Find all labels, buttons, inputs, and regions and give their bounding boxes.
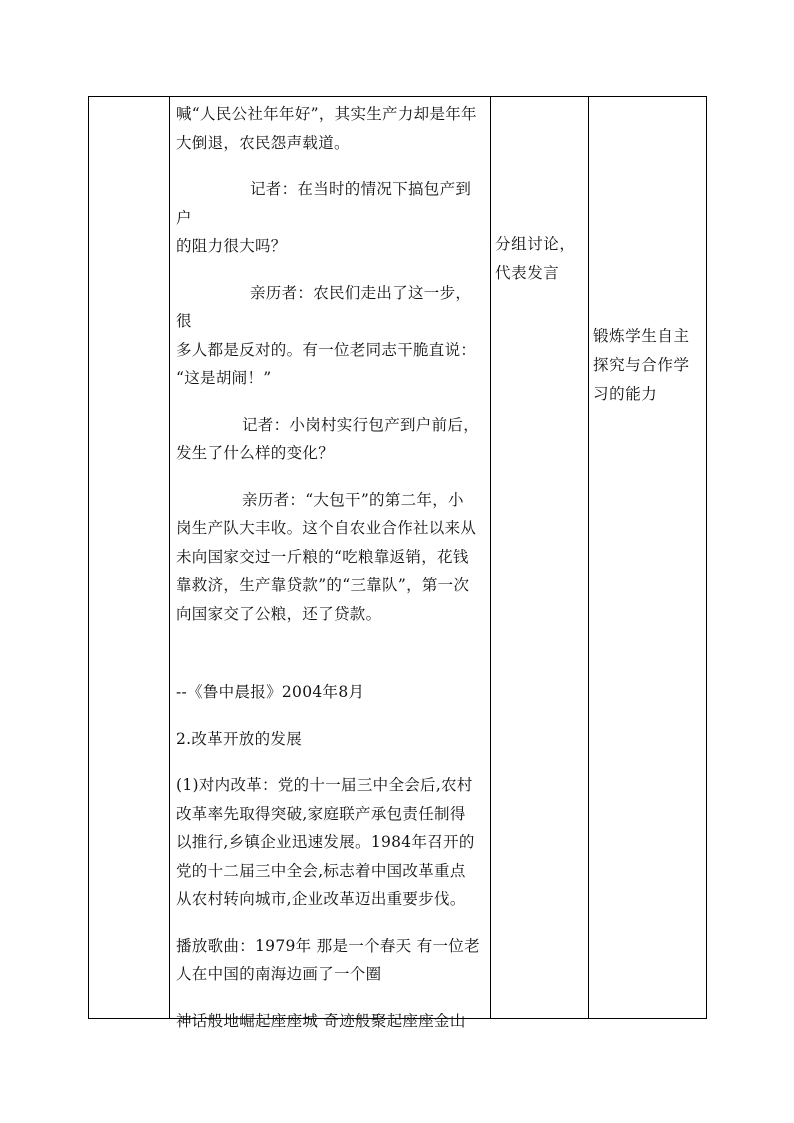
text-line: 锻炼学生自主: [593, 327, 690, 345]
paragraph: [176, 279, 484, 393]
text-line: 党的十二届三中全会,标志着中国改革重点: [176, 861, 466, 880]
text-line: 喊“人民公社年年好”，其实生产力却是年年: [176, 105, 477, 123]
student-activity-cell: [490, 97, 588, 1018]
paragraph: [176, 486, 484, 629]
student-activity-text: [495, 230, 584, 288]
text-line: 的阻力很大吗？: [176, 237, 287, 255]
text-line: 亲历者：“大包干”的第二年，小: [242, 490, 464, 509]
text-line: (1)对内改革：党的十一届三中全会后,农村: [176, 776, 473, 794]
text-line: 代表发言: [495, 264, 560, 282]
text-line: 播放歌曲：1979年 那是一个春天 有一位老: [176, 936, 480, 955]
paragraph: [176, 175, 484, 261]
text-line: 探究与合作学: [593, 356, 690, 374]
text-line: 发生了什么样的变化？: [176, 444, 335, 462]
text-line: 向国家交了公粮，还了贷款。: [176, 604, 382, 623]
paragraph: [176, 932, 484, 989]
text-line: 人在中国的南海边画了一个圈: [176, 965, 382, 983]
text-line: 改革率先取得突破,家庭联产承包责任制得: [176, 804, 466, 823]
lesson-table: [88, 96, 707, 1030]
text-line: 记者：小岗村实行包产到户前后，: [242, 415, 480, 434]
text-line: 岗生产队大丰收。这个自农业合作社以来从: [176, 519, 477, 537]
text-line: 分组讨论，: [495, 235, 576, 253]
stage-cell: [89, 97, 169, 1018]
text-line: 靠救济，生产靠贷款”的“三靠队”，第一次: [176, 576, 470, 594]
paragraph: [176, 1007, 484, 1036]
text-line: 2.改革开放的发展: [176, 729, 302, 748]
text-line: 大倒退，农民怨声载道。: [176, 133, 350, 152]
design-intent-cell: [588, 97, 708, 1018]
text-line: 神话般地崛起座座城 奇迹般聚起座座金山: [176, 1011, 466, 1030]
paragraph: [176, 100, 484, 157]
text-line: 以推行,乡镇企业迅速发展。1984年召开的: [176, 833, 475, 851]
text-line: --《鲁中晨报》2004年8月: [176, 683, 365, 701]
design-intent-text: [593, 322, 704, 409]
paragraph: [176, 411, 484, 468]
text-line: 多人都是反对的。有一位老同志干脆直说：: [176, 340, 477, 359]
teaching-content-cell: [169, 97, 490, 1030]
text-line: “这是胡闹！”: [176, 369, 272, 387]
section-heading: [176, 725, 484, 754]
text-line: 亲历者：农民们走出了这一步，很: [176, 283, 472, 330]
paragraph: [176, 771, 484, 914]
text-line: 从农村转向城市,企业改革迈出重要步伐。: [176, 890, 466, 908]
text-line: 习的能力: [593, 385, 658, 403]
text-line: 未向国家交过一斤粮的“吃粮靠返销，花钱: [176, 547, 469, 566]
source-citation: [176, 678, 484, 707]
text-line: 记者：在当时的情况下搞包产到户: [176, 180, 472, 227]
